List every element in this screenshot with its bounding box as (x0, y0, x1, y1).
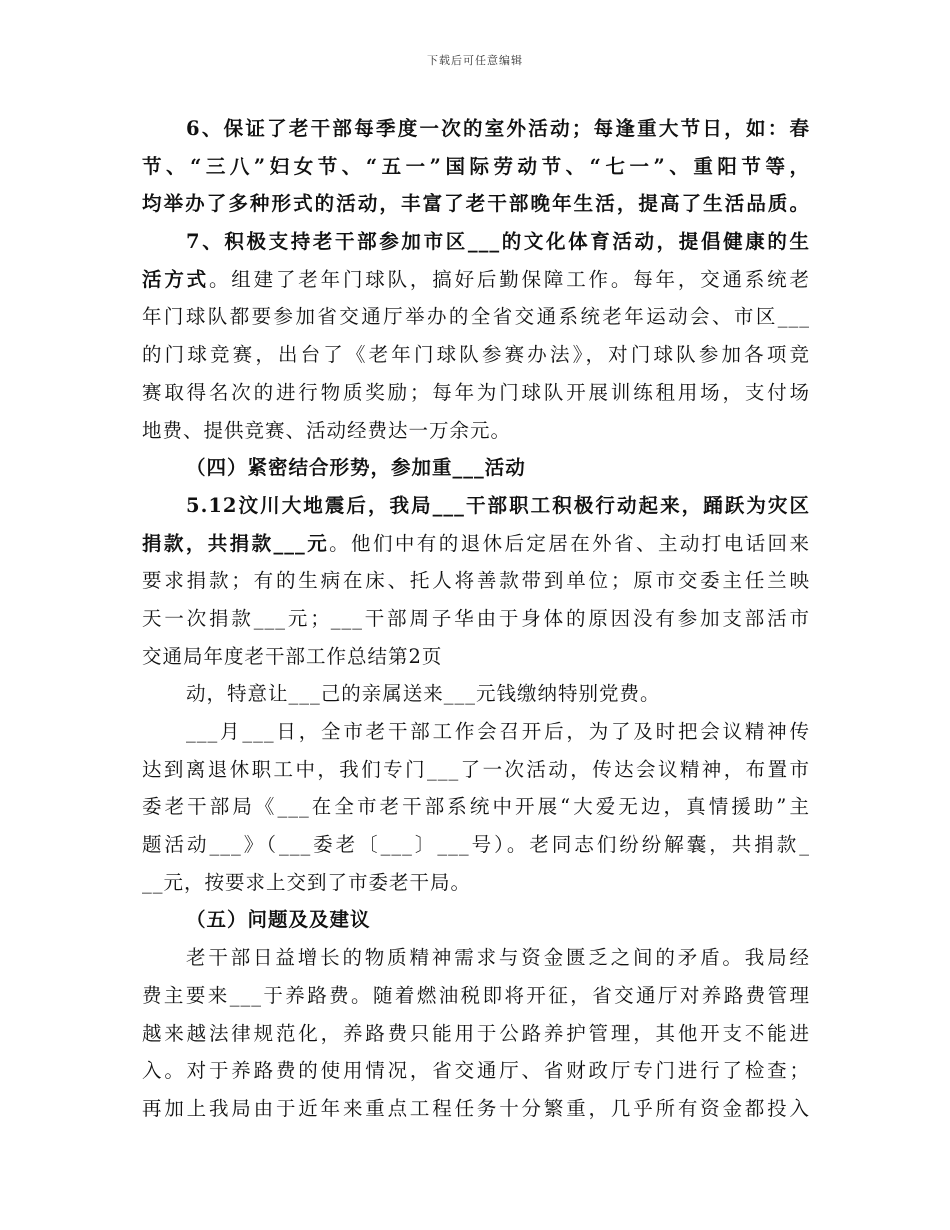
text-line: 天一次捐款___元；___干部周子华由于身体的原因没有参加支部活市 (142, 606, 810, 630)
text-line: 交通局年度老干部工作总结第2页 (142, 644, 443, 668)
text-line: （四）紧密结合形势，参加重___活动 (186, 456, 526, 480)
text-line (142, 261, 810, 299)
text-line: 再加上我局由于近年来重点工程任务十分繁重，几乎所有资金都投入 (142, 1096, 810, 1120)
text-line: 委老干部局《___在全市老干部系统中开展“大爱无边，真情援助”主 (142, 795, 810, 819)
text-line: 地费、提供竞赛、活动经费达一万余元。 (142, 418, 512, 442)
text-line: 节、“三八”妇女节、“五一”国际劳动节、“七一”、重阳节等， (142, 154, 810, 178)
text-line: 6、保证了老干部每季度一次的室外活动；每逢重大节日，如：春 (186, 117, 810, 140)
text-line: ___月___日，全市老干部工作会召开后，为了及时把会议精神传 (186, 720, 810, 743)
text-run: 捐款，共捐款___元 (142, 531, 330, 555)
text-line: 老干部日益增长的物质精神需求与资金匮乏之间的矛盾。我局经 (186, 946, 810, 970)
text-line: 年门球队都要参加省交通厅举办的全省交通系统老年运动会、市区___ (142, 305, 810, 329)
text-line: 题活动___》（___委老〔___〕___号）。老同志们纷纷解囊，共捐款_ (142, 833, 810, 857)
text-run: 。组建了老年门球队，搞好后勤保障工作。每年，交通系统老 (208, 267, 810, 291)
text-line: （五）问题及及建议 (186, 908, 371, 932)
text-line: __元，按要求上交到了市委老干局。 (142, 870, 472, 894)
text-line: 费主要来___于养路费。随着燃油税即将开征，省交通厅对养路费管理 (142, 983, 810, 1007)
text-line: 赛取得名次的进行物质奖励；每年为门球队开展训练租用场，支付场 (142, 380, 810, 404)
text-run: 活方式 (142, 267, 209, 291)
text-line (142, 525, 810, 563)
text-line: 要求捐款；有的生病在床、托人将善款带到单位；原市交委主任兰映 (142, 569, 810, 593)
text-line: 均举办了多种形式的活动，丰富了老干部晚年生活，提高了生活品质。 (142, 192, 810, 216)
text-line: 达到离退休职工中，我们专门___了一次活动，传达会议精神，布置市 (142, 757, 810, 781)
text-run: 。他们中有的退休后定居在外省、主动打电话回来 (329, 531, 810, 555)
text-line: 5.12汶川大地震后，我局___干部职工积极行动起来，踊跃为灾区 (186, 493, 810, 517)
document-body (142, 110, 810, 1128)
text-line: 入。对于养路费的使用情况，省交通厅、省财政厅专门进行了检查； (142, 1059, 810, 1083)
text-line: 动，特意让___己的亲属送来___元钱缴纳特别党费。 (186, 682, 661, 706)
text-line: 越来越法律规范化，养路费只能用于公路养护管理，其他开支不能进 (142, 1021, 810, 1045)
text-line: 的门球竞赛，出台了《老年门球队参赛办法》，对门球队参加各项竞 (142, 343, 810, 367)
page-header: 下载后可任意编辑 (427, 54, 523, 67)
text-line: 7、积极支持老干部参加市区___的文化体育活动，提倡健康的生 (186, 230, 810, 254)
